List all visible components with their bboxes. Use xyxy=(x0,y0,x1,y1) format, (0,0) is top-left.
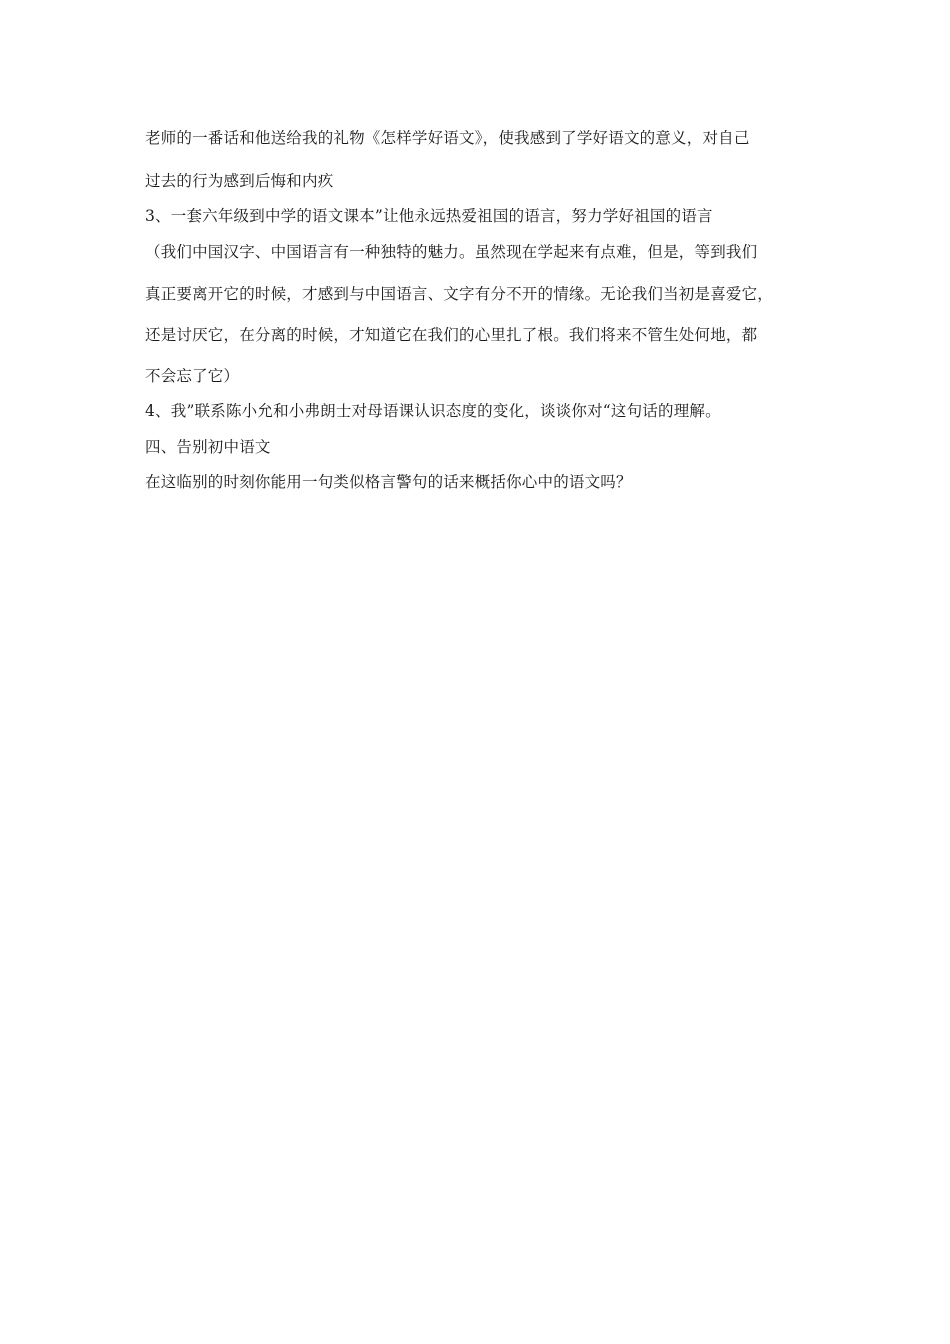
paragraph-line-2: 过去的行为感到后悔和内疚 xyxy=(145,172,334,190)
paragraph-line-1: 老师的一番话和他送给我的礼物《怎样学好语文》，使我感到了学好语文的意义，对自己 xyxy=(145,129,750,147)
answer-line-2: 真正要离开它的时候，才感到与中国语言、文字有分不开的情缘。无论我们当初是喜爱它， xyxy=(145,285,774,303)
question-4-line: 4、我”联系陈小允和小弗朗士对母语课认识态度的变化，谈谈你对“这句话的理解。 xyxy=(145,402,721,420)
answer-line-1: （我们中国汉字、中国语言有一种独特的魅力。虽然现在学起来有点难，但是，等到我们 xyxy=(145,243,758,261)
answer-line-4: 不会忘了它） xyxy=(145,367,240,385)
answer-line-3: 还是讨厌它，在分离的时候，才知道它在我们的心里扎了根。我们将来不管生处何地，都 xyxy=(145,326,758,344)
closing-question: 在这临别的时刻你能用一句类似格言警句的话来概括你心中的语文吗？ xyxy=(145,473,632,491)
question-3-line: 3、一套六年级到中学的语文课本”让他永远热爱祖国的语言，努力学好祖国的语言 xyxy=(145,207,713,225)
section-heading: 四、告别初中语文 xyxy=(145,438,271,456)
